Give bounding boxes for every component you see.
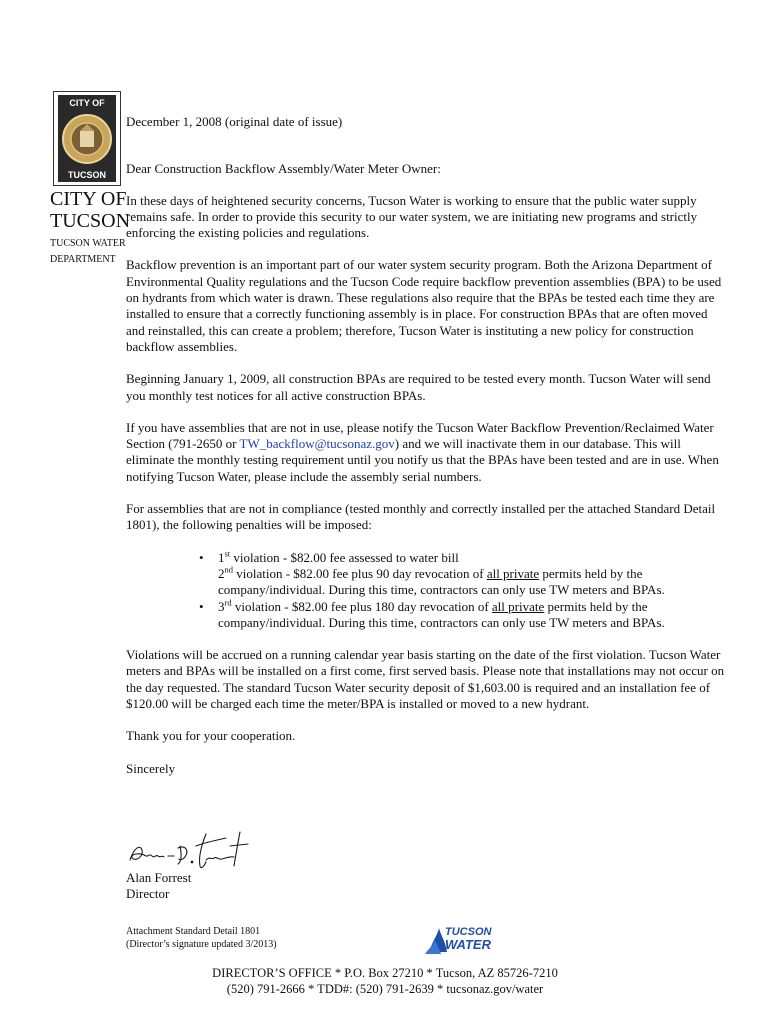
signer-title: Director bbox=[126, 886, 170, 902]
notify-text-after: ) and we will inactivate them in our database. This will eliminate the monthly testing requirement until you notify us that the BPAs have been tested and are in use. When notifying Tucson Water, please include the assembly serial numbers. bbox=[126, 436, 719, 484]
attachment-line: Attachment Standard Detail 1801 bbox=[126, 926, 261, 937]
violation-text: violation - $82.00 fee plus 90 day revocation of bbox=[233, 565, 487, 581]
footer-phone: (520) 791-2666 * TDD#: (520) 791-2639 * tucsonaz.gov/water bbox=[226, 981, 544, 996]
violation-text: violation - $82.00 fee assessed to water bill bbox=[230, 549, 459, 565]
ordinal-suffix: rd bbox=[224, 597, 232, 608]
closing: Sincerely bbox=[126, 760, 176, 776]
seal-bottom-text: TUCSON bbox=[68, 170, 106, 180]
city-seal-logo bbox=[53, 91, 121, 186]
violation-number: 3 bbox=[218, 598, 225, 614]
letter-date: December 1, 2008 (original date of issue) bbox=[126, 114, 343, 129]
seal-top-text: CITY OF bbox=[69, 98, 105, 108]
underlined-text: all private bbox=[491, 598, 545, 614]
department-name-line2: DEPARTMENT bbox=[50, 254, 116, 265]
violation-number: 2 bbox=[218, 565, 225, 581]
violation-text: violation - $82.00 fee plus 180 day revocation of bbox=[231, 598, 492, 614]
footer-address: DIRECTOR’S OFFICE * P.O. Box 27210 * Tucson, AZ 85726-7210 bbox=[212, 966, 558, 980]
department-name bbox=[50, 236, 126, 268]
bullet: • bbox=[199, 598, 204, 614]
violation-item-2 bbox=[126, 566, 726, 582]
violation-item-1 bbox=[126, 550, 726, 566]
violation-item-3 bbox=[126, 599, 726, 615]
backflow-email-link[interactable]: TW_backflow@tucsonaz.gov bbox=[239, 436, 395, 452]
violation-text-after: permits held by the bbox=[539, 565, 643, 581]
paragraph-testing: Beginning January 1, 2009, all construction BPAs are required to be tested every month. Tucson Water will send you monthly test notices for all active construction BPAs. bbox=[126, 371, 711, 403]
violation-text-after: permits held by the bbox=[544, 598, 648, 614]
footer-contact bbox=[0, 966, 770, 997]
underlined-text: all private bbox=[486, 565, 540, 581]
logo-line2: WATER bbox=[445, 937, 491, 952]
thanks-line: Thank you for your cooperation. bbox=[126, 728, 296, 744]
paragraph-backflow: Backflow prevention is an important part of our water system security program. Both the Arizona Department of Environmental Quality regulations and the Tucson Code require backflow prevention assemblies (BPA) to be used on hydrants from which water is drawn. These regulations also require that the BPAs be tested each time they are installed to ensure that a correctly functioning assembly is in place. For construction BPAs that are often moved and reinstalled, this can create a problem; therefore, Tucson Water is instituting a new policy for construction backflow assemblies. bbox=[126, 257, 722, 354]
city-name bbox=[50, 188, 130, 232]
director-signature bbox=[126, 826, 251, 874]
attachment-note bbox=[126, 925, 277, 951]
signer-name: Alan Forrest bbox=[126, 870, 192, 885]
notify-text-before: If you have assemblies that are not in use, please notify the Tucson Water Backflow Prevention/Reclaimed Water Section (791-2650 or bbox=[126, 419, 714, 452]
ordinal-suffix: st bbox=[224, 548, 231, 559]
paragraph-notify bbox=[126, 420, 726, 485]
logo-line1: TUCSON bbox=[445, 926, 492, 938]
violation-list bbox=[126, 550, 726, 631]
city-name-line1: CITY OF bbox=[50, 188, 127, 210]
paragraph-accrual: Violations will be accrued on a running calendar year basis starting on the date of the first violation. Tucson Water meters and BPAs will be installed on a first come, first served basis. Please note that installations may not occur on the day requested. The standard Tucson Water security deposit of $1,603.00 is required and an installation fee of $120.00 will be charged each time the meter/BPA is installed or moved to a new hydrant. bbox=[126, 647, 725, 712]
paragraph-security: In these days of heightened security concerns, Tucson Water is working to ensure that the public water supply remains safe. In order to provide this security to our water system, we are initiating new programs and strictly enforcing the existing policies and regulations. bbox=[126, 192, 698, 241]
ordinal-suffix: nd bbox=[224, 564, 233, 575]
signature-update-note: (Director’s signature updated 3/2013) bbox=[126, 939, 277, 950]
bullet: • bbox=[199, 549, 204, 565]
paragraph-penalties: For assemblies that are not in compliance (tested monthly and correctly installed per the attached Standard Detail 1801), the following penalties will be imposed: bbox=[126, 501, 716, 533]
salutation: Dear Construction Backflow Assembly/Water Meter Owner: bbox=[126, 161, 441, 177]
violation-number: 1 bbox=[218, 549, 225, 565]
letter-body bbox=[126, 114, 726, 777]
violation-item-3-continued: company/individual. During this time, contractors can only use TW meters and BPAs. bbox=[218, 614, 665, 630]
violation-item-2-continued: company/individual. During this time, contractors can only use TW meters and BPAs. bbox=[218, 582, 665, 598]
signature-block bbox=[126, 870, 191, 903]
department-name-line1: TUCSON WATER bbox=[50, 238, 126, 249]
tucson-water-logo bbox=[423, 918, 495, 958]
city-name-line2: TUCSON bbox=[50, 210, 131, 232]
